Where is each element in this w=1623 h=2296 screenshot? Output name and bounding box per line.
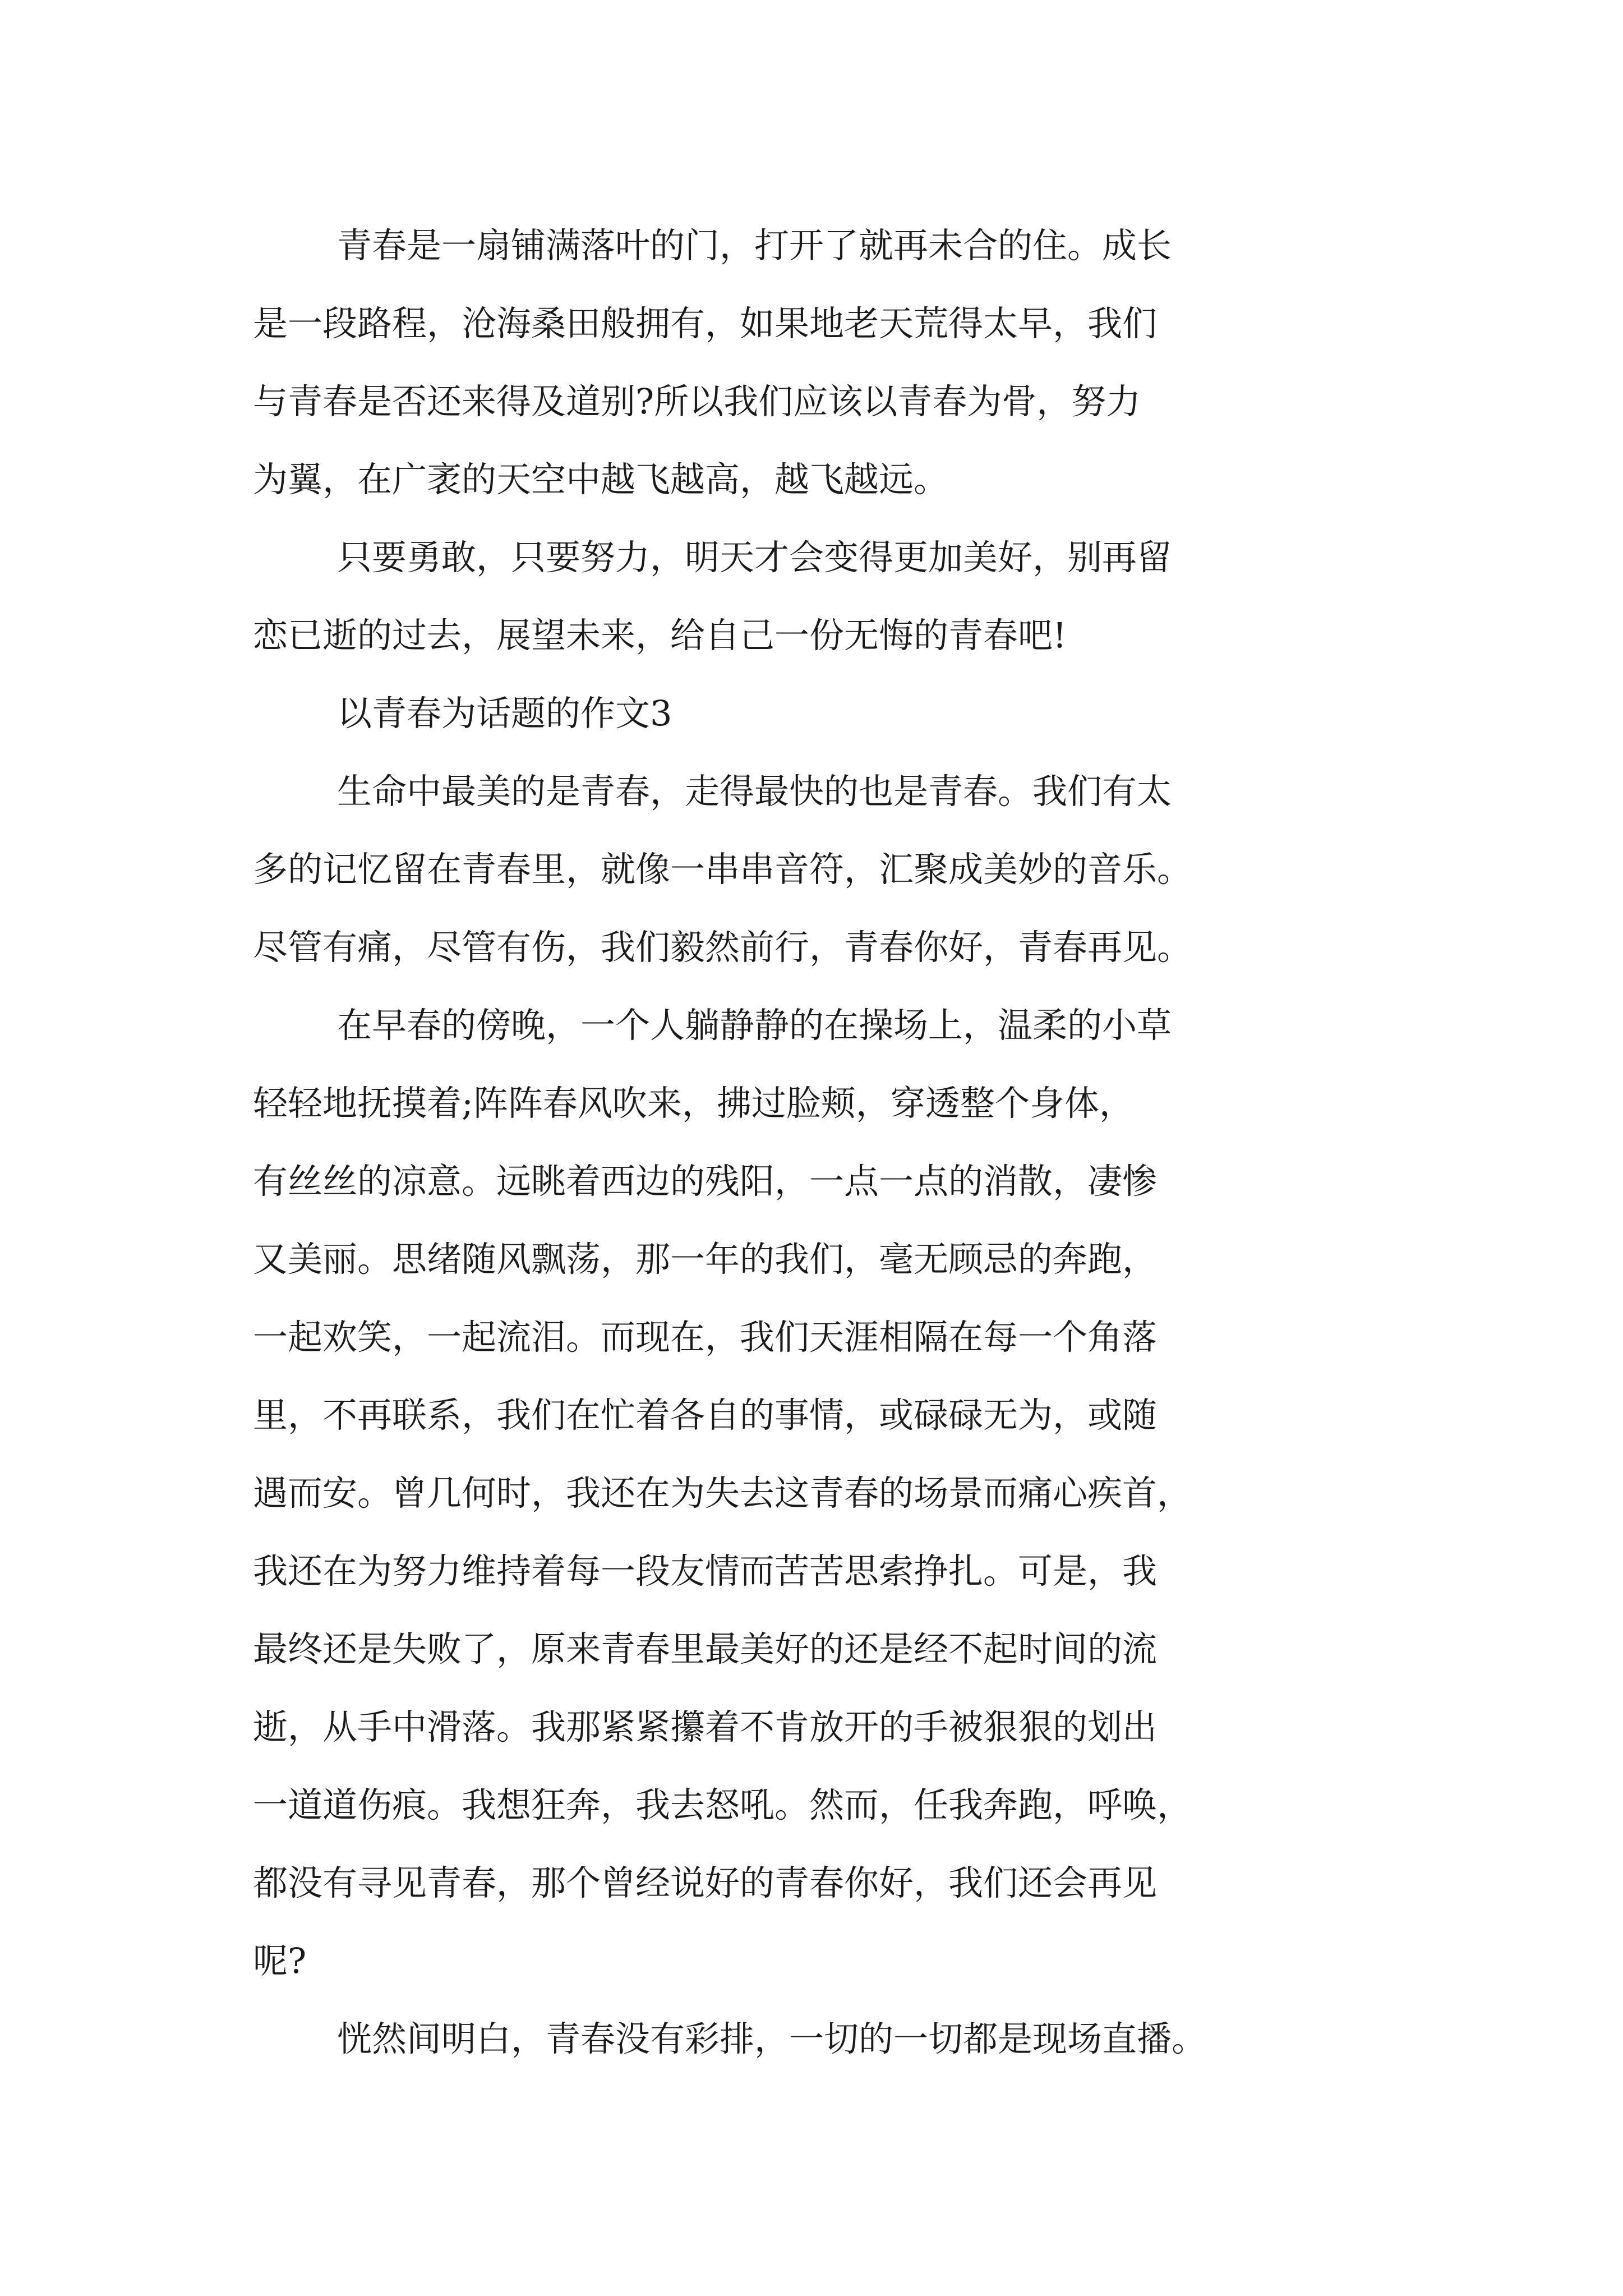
paragraph xyxy=(253,2000,1403,2078)
paragraph-line: 逝，从手中滑落。我那紧紧攥着不肯放开的手被狠狠的划出 xyxy=(253,1706,1158,1747)
paragraph xyxy=(253,752,1403,986)
paragraph-line: 我还在为努力维持着每一段友情而苦苦思索挣扎。可是，我 xyxy=(253,1550,1158,1591)
paragraph-line: 一起欢笑，一起流泪。而现在，我们天涯相隔在每一个角落 xyxy=(253,1317,1158,1358)
paragraph xyxy=(253,986,1403,2000)
paragraph-line: 多的记忆留在青春里，就像一串串音符，汇聚成美妙的音乐。 xyxy=(253,849,1192,890)
paragraph-line: 青春是一扇铺满落叶的门，打开了就再未合的住。成长 xyxy=(337,225,1172,266)
paragraph-line: 遇而安。曾几何时，我还在为失去这青春的场景而痛心疾首， xyxy=(253,1473,1192,1513)
paragraph-line: 只要勇敢，只要努力，明天才会变得更加美好，别再留 xyxy=(337,537,1172,578)
paragraph-line: 尽管有痛，尽管有伤，我们毅然前行，青春你好，青春再见。 xyxy=(253,927,1192,968)
paragraph-line: 最终还是失败了，原来青春里最美好的还是经不起时间的流 xyxy=(253,1628,1158,1669)
paragraph-line: 与青春是否还来得及道别?所以我们应该以青春为骨，努力 xyxy=(253,381,1141,422)
paragraph-line: 轻轻地抚摸着;阵阵春风吹来，拂过脸颊，穿透整个身体， xyxy=(253,1083,1134,1124)
paragraph xyxy=(253,206,1403,518)
essay-body xyxy=(253,206,1403,2078)
paragraph-line: 有丝丝的凉意。远眺着西边的残阳，一点一点的消散，凄惨 xyxy=(253,1161,1158,1202)
paragraph xyxy=(253,518,1403,674)
paragraph-line: 恋已逝的过去，展望未来，给自己一份无悔的青春吧! xyxy=(253,615,1067,656)
paragraph-line: 恍然间明白，青春没有彩排，一切的一切都是现场直播。 xyxy=(337,2018,1207,2059)
paragraph-line: 呢? xyxy=(253,1940,307,1981)
paragraph-line: 生命中最美的是青春，走得最快的也是青春。我们有太 xyxy=(337,771,1172,812)
section-heading-text: 以青春为话题的作文3 xyxy=(337,693,672,734)
paragraph-line: 在早春的傍晚，一个人躺静静的在操场上，温柔的小草 xyxy=(337,1005,1172,1046)
paragraph-line: 是一段路程，沧海桑田般拥有，如果地老天荒得太早，我们 xyxy=(253,303,1158,344)
paragraph-line: 都没有寻见青春，那个曾经说好的青春你好，我们还会再见 xyxy=(253,1862,1158,1903)
paragraph-line: 一道道伤痕。我想狂奔，我去怒吼。然而，任我奔跑，呼唤， xyxy=(253,1784,1192,1825)
paragraph-line: 里，不再联系，我们在忙着各自的事情，或碌碌无为，或随 xyxy=(253,1395,1158,1435)
section-heading xyxy=(253,674,1403,752)
paragraph-line: 为翼，在广袤的天空中越飞越高，越飞越远。 xyxy=(253,459,949,500)
paragraph-line: 又美丽。思绪随风飘荡，那一年的我们，毫无顾忌的奔跑， xyxy=(253,1239,1158,1280)
